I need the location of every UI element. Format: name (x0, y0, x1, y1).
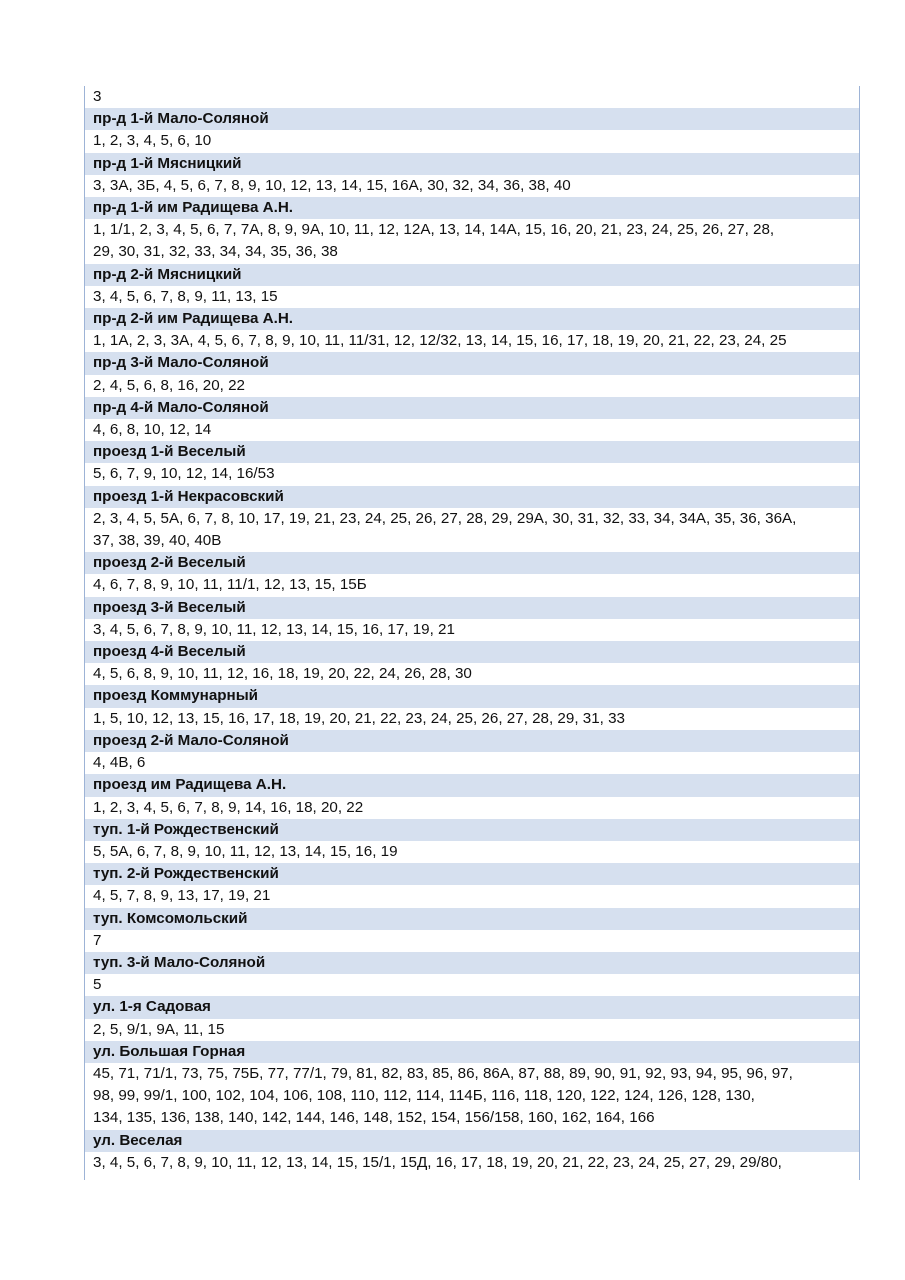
house-numbers-line: 4, 5, 7, 8, 9, 13, 17, 19, 21 (93, 887, 271, 905)
house-numbers-line: 2, 4, 5, 6, 8, 16, 20, 22 (93, 376, 245, 394)
street-name-row: пр-д 2-й Мясницкий (85, 264, 859, 286)
street-name-row: проезд 1-й Некрасовский (85, 486, 859, 508)
house-numbers-row (85, 885, 859, 907)
house-numbers-row (85, 974, 859, 996)
house-numbers-line: 4, 6, 7, 8, 9, 10, 11, 11/1, 12, 13, 15, 15Б (93, 576, 367, 594)
house-numbers-line: 29, 30, 31, 32, 33, 34, 34, 35, 36, 38 (93, 243, 338, 261)
house-numbers-line: 7 (93, 931, 102, 949)
street-name-row: пр-д 2-й им Радищева А.Н. (85, 308, 859, 330)
street-name-row: пр-д 1-й Мало-Соляной (85, 108, 859, 130)
house-numbers-line: 5, 5А, 6, 7, 8, 9, 10, 11, 12, 13, 14, 15, 16, 19 (93, 842, 398, 860)
house-numbers-row: 3 (85, 86, 859, 108)
house-numbers-row (85, 708, 859, 730)
house-numbers-row (85, 419, 859, 441)
house-numbers-row (85, 663, 859, 685)
house-numbers-line: 45, 71, 71/1, 73, 75, 75Б, 77, 77/1, 79, 81, 82, 83, 85, 86, 86А, 87, 88, 89, 90, 91, 92, 93, 94, 95, 96, 97, (93, 1064, 793, 1082)
house-numbers-row (85, 130, 859, 152)
house-numbers-line: 2, 5, 9/1, 9А, 11, 15 (93, 1020, 225, 1038)
house-numbers-line: 2, 3, 4, 5, 5А, 6, 7, 8, 10, 17, 19, 21, 23, 24, 25, 26, 27, 28, 29, 29А, 30, 31, 32, 33, 34, 34А, 35, 36, 36А, (93, 509, 797, 527)
house-numbers-row (85, 1063, 859, 1130)
street-name-row: туп. 1-й Рождественский (85, 819, 859, 841)
address-table (84, 86, 860, 1180)
street-name-row: проезд Коммунарный (85, 685, 859, 707)
house-numbers-line: 1, 5, 10, 12, 13, 15, 16, 17, 18, 19, 20, 21, 22, 23, 24, 25, 26, 27, 28, 29, 31, 33 (93, 709, 625, 727)
street-name-row: проезд им Радищева А.Н. (85, 774, 859, 796)
house-numbers-line: 3, 4, 5, 6, 7, 8, 9, 10, 11, 12, 13, 14, 15, 16, 17, 19, 21 (93, 620, 455, 638)
house-numbers-line: 1, 2, 3, 4, 5, 6, 10 (93, 132, 212, 150)
house-numbers-line: 37, 38, 39, 40, 40В (93, 532, 222, 550)
street-name-row: пр-д 1-й Мясницкий (85, 153, 859, 175)
street-name-row: проезд 3-й Веселый (85, 597, 859, 619)
street-name-row: туп. Комсомольский (85, 908, 859, 930)
street-name-row: ул. Веселая (85, 1130, 859, 1152)
house-numbers-row (85, 1152, 859, 1174)
street-name-row: проезд 2-й Веселый (85, 552, 859, 574)
street-name-row: проезд 2-й Мало-Соляной (85, 730, 859, 752)
house-numbers-row (85, 574, 859, 596)
house-numbers-row (85, 330, 859, 352)
street-name-row: ул. 1-я Садовая (85, 996, 859, 1018)
street-name-row: пр-д 3-й Мало-Соляной (85, 352, 859, 374)
house-numbers-row (85, 375, 859, 397)
house-numbers-row (85, 508, 859, 552)
house-numbers-line: 5, 6, 7, 9, 10, 12, 14, 16/53 (93, 465, 275, 483)
street-name-row: проезд 4-й Веселый (85, 641, 859, 663)
house-numbers-line: 134, 135, 136, 138, 140, 142, 144, 146, 148, 152, 154, 156/158, 160, 162, 164, 166 (93, 1109, 655, 1127)
house-numbers-line: 4, 6, 8, 10, 12, 14 (93, 421, 212, 439)
house-numbers-line: 3, 3А, 3Б, 4, 5, 6, 7, 8, 9, 10, 12, 13, 14, 15, 16А, 30, 32, 34, 36, 38, 40 (93, 176, 571, 194)
house-numbers-line: 1, 2, 3, 4, 5, 6, 7, 8, 9, 14, 16, 18, 20, 22 (93, 798, 364, 816)
street-name-row: ул. Большая Горная (85, 1041, 859, 1063)
entries-list (85, 108, 859, 1174)
house-numbers-line: 5 (93, 976, 102, 994)
house-numbers-line: 1, 1А, 2, 3, 3А, 4, 5, 6, 7, 8, 9, 10, 11, 11/31, 12, 12/32, 13, 14, 15, 16, 17, 18, 19, 20, 21, 22, 23, 24, 25 (93, 332, 787, 350)
house-numbers-row (85, 619, 859, 641)
house-numbers-row (85, 841, 859, 863)
house-numbers-row (85, 286, 859, 308)
house-numbers-line: 98, 99, 99/1, 100, 102, 104, 106, 108, 110, 112, 114, 114Б, 116, 118, 120, 122, 124, 126, 128, 130, (93, 1087, 755, 1105)
house-numbers-row (85, 219, 859, 263)
street-name-row: пр-д 1-й им Радищева А.Н. (85, 197, 859, 219)
street-name-row: пр-д 4-й Мало-Соляной (85, 397, 859, 419)
house-numbers-row (85, 930, 859, 952)
house-numbers-row (85, 463, 859, 485)
street-name-row: проезд 1-й Веселый (85, 441, 859, 463)
street-name-row: туп. 2-й Рождественский (85, 863, 859, 885)
house-numbers-row (85, 797, 859, 819)
house-numbers-line: 3, 4, 5, 6, 7, 8, 9, 11, 13, 15 (93, 287, 278, 305)
house-numbers-line: 1, 1/1, 2, 3, 4, 5, 6, 7, 7А, 8, 9, 9А, 10, 11, 12, 12А, 13, 14, 14А, 15, 16, 20, 21, 23, 24, 25, 26, 27, 28, (93, 221, 775, 239)
house-numbers-row (85, 752, 859, 774)
house-numbers-row (85, 1019, 859, 1041)
house-numbers-line: 4, 5, 6, 8, 9, 10, 11, 12, 16, 18, 19, 20, 22, 24, 26, 28, 30 (93, 665, 472, 683)
house-numbers-row (85, 175, 859, 197)
house-numbers-line: 3, 4, 5, 6, 7, 8, 9, 10, 11, 12, 13, 14, 15, 15/1, 15Д, 16, 17, 18, 19, 20, 21, 22, 23, 24, 25, 27, 29, 29/80, (93, 1153, 782, 1171)
street-name-row: туп. 3-й Мало-Соляной (85, 952, 859, 974)
house-numbers-line: 4, 4В, 6 (93, 754, 146, 772)
